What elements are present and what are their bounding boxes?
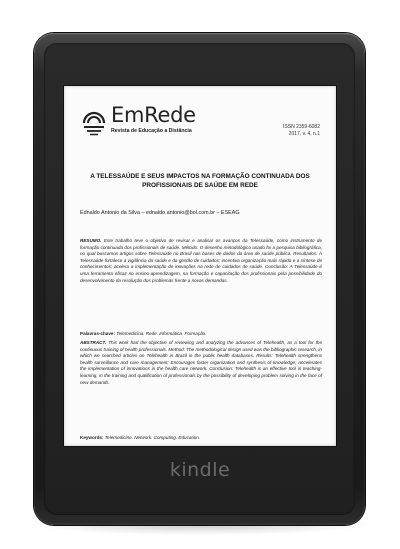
palavras-chave-label: Palavras-chave:: [80, 331, 115, 336]
resumo-label: RESUMO.: [80, 238, 102, 243]
emrede-logo-icon: [80, 110, 108, 136]
journal-logo-name: EmRede: [111, 103, 196, 127]
issue-info: 2017, v. 4, n.1: [288, 131, 320, 137]
issn-number: ISSN 2359-6082: [283, 124, 320, 130]
keywords-label: Keywords:: [80, 435, 104, 440]
palavras-chave-text: Telemedicina. Rede. Informática. Formação.: [116, 331, 207, 336]
article-author: Ednaldo Antonio da Silva – ednaldo.antonio@bol.com.br – ESEAG: [80, 210, 240, 216]
palavras-chave: [80, 331, 322, 336]
keywords: [80, 435, 322, 440]
resumo-paragraph: [80, 238, 322, 284]
kindle-brand-logo: kindle: [169, 459, 231, 481]
e-reader-screen[interactable]: [64, 86, 336, 446]
abstract-text: This work had the objective of reviewing and analyzing the advances of Telehealth, as a tool for the continuous training of health professionals. Method: The methodological design used was the bibliographic research, in which we searched articles on Telehealth in Brazil in the public health databases. Results: Telehealth strengthens health surveillance and care management; Encourages faster organization and synthesis of knowledge; Accelerates the implementation of innovations in the health care network. Conclusion: Telehealth is an effective tool in teaching-learning, in the training and qualification of professionals by the possibility of developing problem solving in the face of new demands.: [80, 340, 323, 385]
abstract-paragraph: [80, 340, 322, 386]
journal-logo-subtitle: Revista de Educação a Distância: [111, 128, 192, 134]
abstract-label: ABSTRACT.: [80, 340, 107, 345]
issn-block: [283, 124, 320, 138]
article-title: A TELESSAÚDE E SEUS IMPACTOS NA FORMAÇÃO CONTINUADA DOS PROFISSIONAIS DE SAÚDE EM REDE: [90, 173, 310, 189]
resumo-text: Este trabalho teve o objetivo de revisar e analisar os avanços da Telessaúde, como instrumento de formação continuada dos profissionais de saúde. Método: O desenho metodológico usado foi a pesquisa bibliográfica, no qual buscamos artigos sobre Telessaúde no Brasil nas bases de dados da área de saúde pública. Resultados: A Telessaúde fortalece a vigilância da saúde e da gestão de cuidados; incentiva organização mais rápida e a síntese de conhecimentos; acelera a implementação de inovações na rede de cuidados de saúde. Conclusão: A Telessaúde é uma ferramenta eficaz no ensino-aprendizagem, na formação e capacitação dos profissionais pela possibilidade do desenvolvimento da resolução dos problemas frente a novas demandas.: [80, 238, 323, 283]
keywords-text: Telemedicine. Network. Computing. Education.: [104, 435, 201, 440]
